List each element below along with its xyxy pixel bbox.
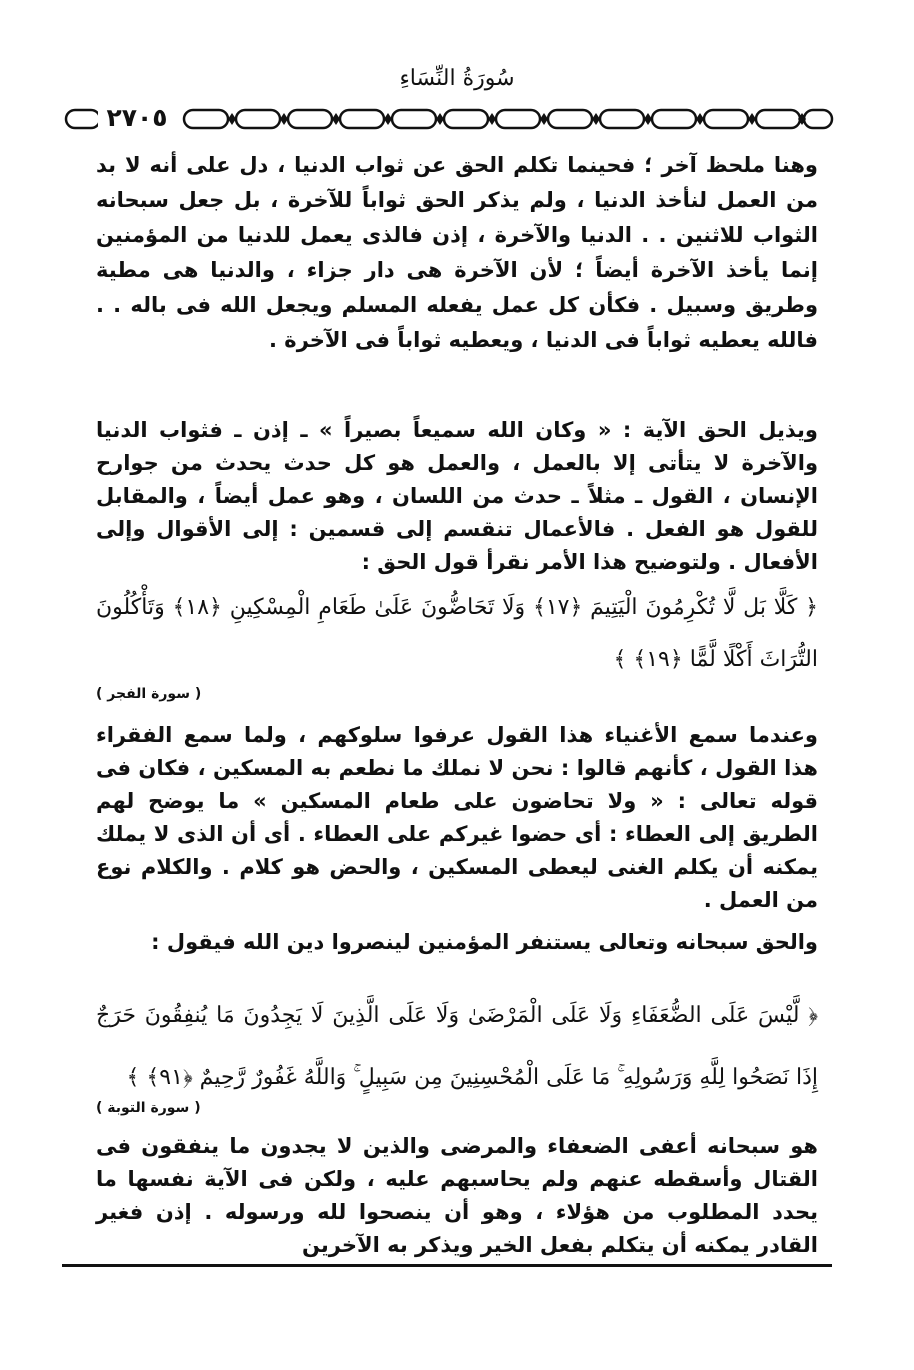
quran-verse-al-fajr: ﴿ كَلَّا بَل لَّا تُكْرِمُونَ الْيَتِيمَ ﴿١٧﴾ وَلَا تَحَاضُّونَ عَلَىٰ طَعَامِ الْمِسْكِينِ ﴿١٨﴾ وَتَأْكُلُونَ التُّرَاثَ أَكْلًا لَّمًّا ﴿١٩﴾ ﴾ xyxy=(96,595,818,672)
footer-rule xyxy=(62,1264,832,1267)
surah-title: سُورَةُ النِّسَاءِ xyxy=(399,66,515,91)
paragraph-4: والحق سبحانه وتعالى يستنفر المؤمنين لينصروا دين الله فيقول : xyxy=(151,930,818,954)
quran-verse-at-tawbah: ﴿ لَّيْسَ عَلَى الضُّعَفَاءِ وَلَا عَلَى الْمَرْضَىٰ وَلَا عَلَى الَّذِينَ لَا يَجِدُونَ مَا يُنفِقُونَ حَرَجٌ إِذَا نَصَحُوا لِلَّهِ وَرَسُولِهِ ۚ مَا عَلَى الْمُحْسِنِينَ مِن سَبِيلٍ ۚ وَاللَّهُ غَفُورٌ رَّحِيمٌ ﴿٩١﴾ ﴾ xyxy=(96,1003,818,1090)
paragraph-1: وهنا ملحظ آخر ؛ فحينما تكلم الحق عن ثواب الدنيا ، دل على أنه لا بد من العمل لنأخذ الدنيا ، ولم يذكر الحق ثواباً للآخرة ، بل جعل سبحانه الثواب للاثنين . . الدنيا والآخرة ، إذن فالذى يعمل للدنيا من المؤمنين إنما يأخذ الآخرة أيضاً ؛ لأن الآخرة هى دار جزاء ، والدنيا هى مطية وطريق وسبيل . فكأن كل عمل يفعله المسلم ويجعل الله فى باله . . فالله يعطيه ثواباً فى الدنيا ، ويعطيه ثواباً فى الآخرة . xyxy=(96,153,818,352)
paragraph-5: هو سبحانه أعفى الضعفاء والمرضى والذين لا يجدون ما ينفقون فى القتال وأسقطه عنهم ولم يحاسبهم عليه ، ولكن فى الآية نفسها ما يحدد المطلوب من هؤلاء ، وهو أن ينصحوا لله ورسوله . إذن فغير القادر يمكنه أن يتكلم بفعل الخير ويذكر به الآخرين xyxy=(96,1134,818,1257)
paragraph-3: وعندما سمع الأغنياء هذا القول عرفوا سلوكهم ، ولما سمع الفقراء هذا القول ، كأنهم قالوا : نحن لا نملك ما نطعم به المسكين ، فكان فى قوله تعالى : « ولا تحاضون على طعام المسكين » ما يوضح لهم الطريق إلى العطاء : أى حضوا غيركم على العطاء . أى أن الذى لا يملك يمكنه أن يكلم الغنى ليعطى المسكين ، والحض هو كلام . والكلام نوع من العمل . xyxy=(96,723,818,912)
surah-reference-at-tawbah: ( سورة التوبة ) xyxy=(96,1100,201,1116)
paragraph-2: ويذيل الحق الآية : « وكان الله سميعاً بصيراً » ـ إذن ـ فثواب الدنيا والآخرة لا يتأتى إلا بالعمل ، والعمل هو كل حدث يحدث من جوارح الإنسان ، القول ـ مثلاً ـ حدث من اللسان ، وهو عمل أيضاً ، والمقابل للقول هو الفعل . فالأعمال تنقسم إلى قسمين : إلى الأقوال وإلى الأفعال . ولتوضيح هذا الأمر نقرأ قول الحق : xyxy=(96,418,818,574)
surah-reference-al-fajr: ( سورة الفجر ) xyxy=(96,686,202,702)
header-ornament-border xyxy=(64,104,834,134)
page-number: ٢٧٠٥ xyxy=(98,103,176,133)
